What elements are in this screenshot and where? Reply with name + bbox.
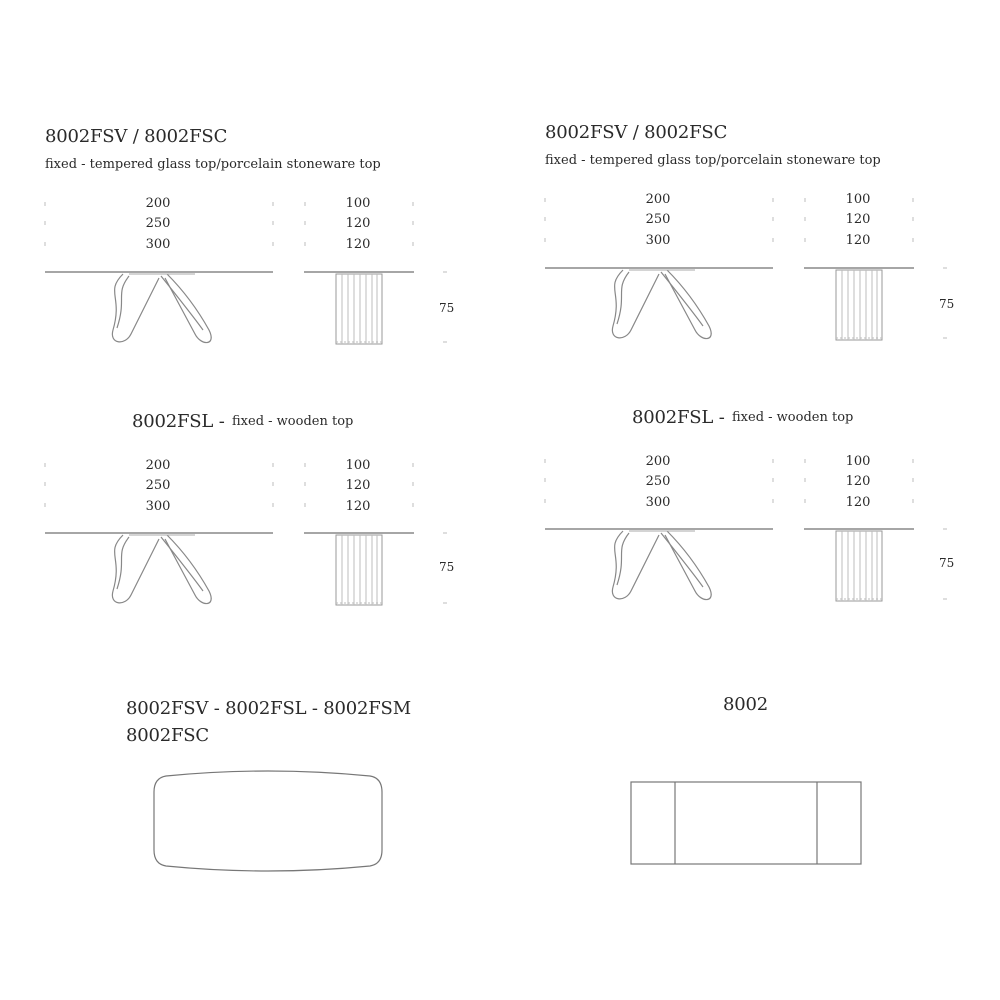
- height-value: 75: [939, 556, 955, 570]
- side-elevation: [545, 529, 773, 600]
- length-value: 200: [645, 192, 671, 207]
- width-value: 100: [345, 458, 371, 473]
- width-value: 100: [845, 454, 871, 469]
- length-value: 300: [645, 495, 671, 510]
- side-elevation: [545, 268, 773, 339]
- length-value: 200: [145, 458, 171, 473]
- length-value: 200: [145, 196, 171, 211]
- width-value: 120: [845, 233, 871, 248]
- rectangular-top-view: [631, 782, 861, 864]
- height-value: 75: [439, 301, 455, 315]
- length-value: 300: [145, 499, 171, 514]
- length-value: 250: [645, 474, 671, 489]
- end-elevation: [304, 533, 414, 605]
- panel-subtitle: fixed - tempered glass top/porcelain stoneware top: [545, 153, 881, 168]
- panel-title: 8002FSL -: [632, 407, 725, 428]
- height-value: 75: [939, 297, 955, 311]
- length-value: 250: [145, 216, 171, 231]
- length-value: 250: [645, 212, 671, 227]
- length-value: 250: [145, 478, 171, 493]
- panel-subtitle: fixed - tempered glass top/porcelain stoneware top: [45, 157, 381, 172]
- width-value: 120: [845, 212, 871, 227]
- width-value: 120: [345, 237, 371, 252]
- panel-title: 8002FSV / 8002FSC: [45, 126, 228, 147]
- width-value: 120: [845, 474, 871, 489]
- panel-title: 8002FSV / 8002FSC: [545, 122, 728, 143]
- end-elevation: [804, 268, 914, 340]
- topview-title-line2: 8002FSC: [126, 725, 210, 746]
- panel-subtitle: fixed - wooden top: [732, 410, 854, 425]
- width-value: 100: [845, 192, 871, 207]
- length-value: 300: [645, 233, 671, 248]
- end-elevation: [804, 529, 914, 601]
- width-value: 100: [345, 196, 371, 211]
- panel-subtitle: fixed - wooden top: [232, 414, 354, 429]
- side-elevation: [45, 533, 273, 604]
- width-value: 120: [345, 478, 371, 493]
- side-elevation: [45, 272, 273, 343]
- topview-title-line1: 8002: [723, 694, 769, 715]
- width-value: 120: [345, 216, 371, 231]
- length-value: 200: [645, 454, 671, 469]
- end-elevation: [304, 272, 414, 344]
- barrel-top-view: [154, 771, 382, 871]
- width-value: 120: [845, 495, 871, 510]
- width-value: 120: [345, 499, 371, 514]
- panel-title: 8002FSL -: [132, 411, 225, 432]
- topview-title-line1: 8002FSV - 8002FSL - 8002FSM: [126, 698, 411, 719]
- height-value: 75: [439, 560, 455, 574]
- length-value: 300: [145, 237, 171, 252]
